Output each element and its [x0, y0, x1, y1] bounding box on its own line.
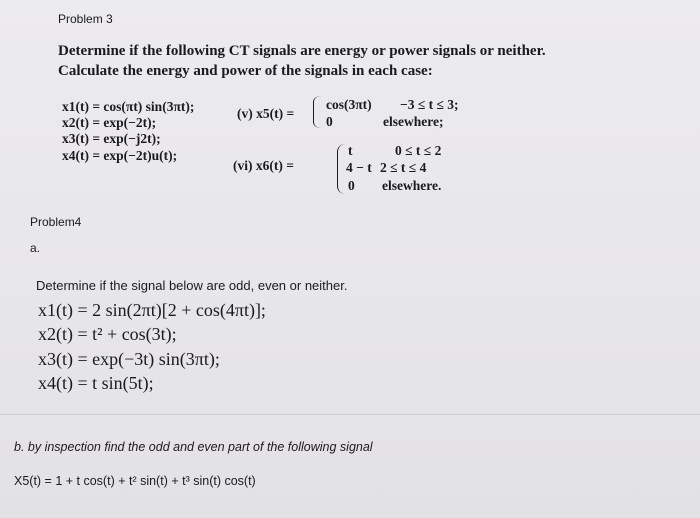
signal-x5-case2-expr: 0 [326, 114, 333, 129]
signal-x6-case3-cond: elsewhere. [382, 178, 442, 193]
signal-x2: x2(t) = exp(−2t); [62, 115, 157, 130]
signal-x5-lhs: (v) x5(t) = [237, 106, 295, 121]
equation-x2: x2(t) = t² + cos(3t); [38, 324, 177, 344]
signal-x6-lhs: (vi) x6(t) = [233, 158, 294, 173]
problem3-title: Problem 3 [58, 12, 113, 26]
signal-x5-brace [313, 96, 322, 128]
problem4-title: Problem4 [30, 215, 82, 229]
signal-x6-case1-cond: 0 ≤ t ≤ 2 [395, 143, 442, 158]
signal-x6-case2-expr: 4 − t [346, 160, 372, 175]
signal-x1: x1(t) = cos(πt) sin(3πt); [62, 99, 195, 114]
signal-x6-case1-expr: t [348, 143, 353, 158]
problem3-instructions: Determine if the following CT signals are energy or power signals or neither. Calculate the energy and power of the signals in each case: [58, 43, 546, 79]
signal-x6-case2-cond: 2 ≤ t ≤ 4 [380, 160, 427, 175]
problem4-part-a-instruction: Determine if the signal below are odd, even or neither. [36, 278, 348, 293]
problem4-part-b-instruction: b. by inspection find the odd and even part of the following signal [14, 440, 373, 454]
signal-x5-case1-expr: cos(3πt) [326, 97, 372, 112]
signal-x4: x4(t) = exp(−2t)u(t); [62, 148, 178, 163]
signal-x3: x3(t) = exp(−j2t); [62, 131, 161, 146]
equation-x4: x4(t) = t sin(5t); [38, 373, 154, 393]
problem4-part-a-label: a. [30, 241, 41, 255]
section-divider [0, 414, 700, 415]
equation-x1: x1(t) = 2 sin(2πt)[2 + cos(4πt)]; [38, 300, 266, 320]
signal-x5-case2-cond: elsewhere; [383, 114, 444, 129]
problem4-part-b-signal: X5(t) = 1 + t cos(t) + t² sin(t) + t³ sin(t) cos(t) [14, 474, 256, 488]
signal-x6-case3-expr: 0 [348, 178, 355, 193]
signal-x6-brace [337, 144, 346, 194]
equation-x3: x3(t) = exp(−3t) sin(3πt); [38, 349, 220, 369]
signal-x5-case1-cond: −3 ≤ t ≤ 3; [400, 97, 459, 112]
